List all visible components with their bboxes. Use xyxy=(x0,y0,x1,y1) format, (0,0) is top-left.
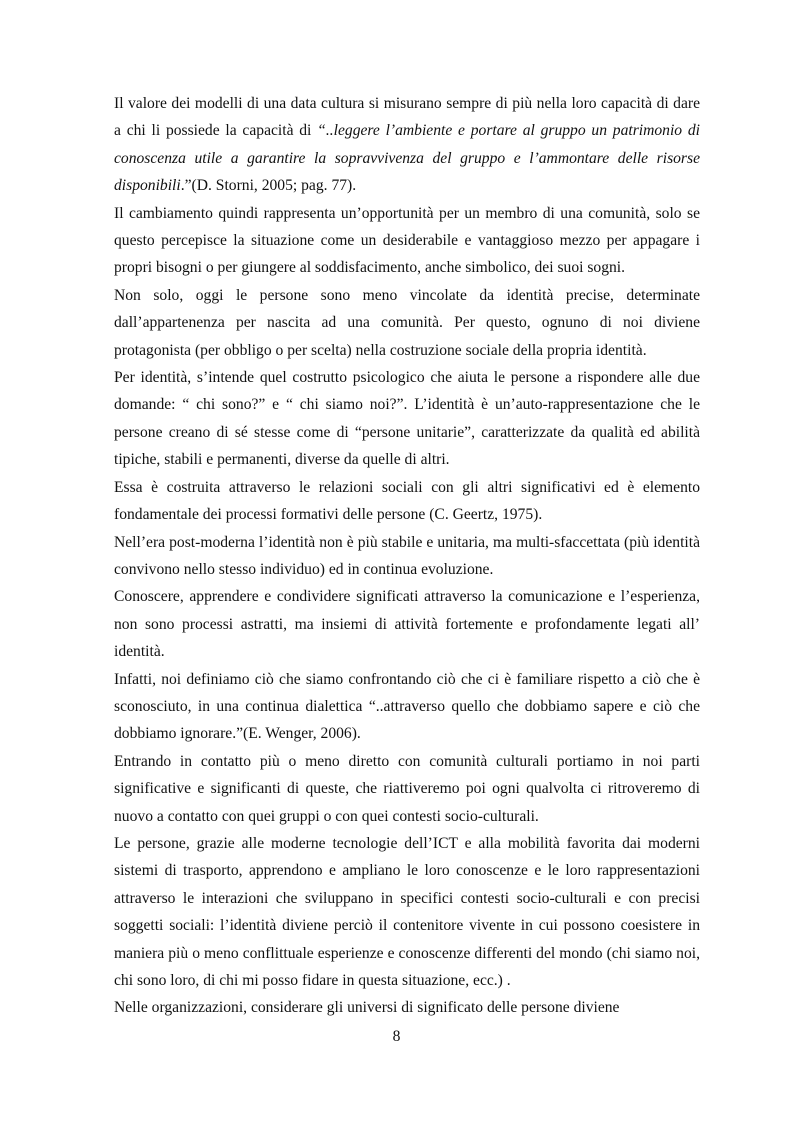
paragraph-3: Non solo, oggi le persone sono meno vincolate da identità precise, determinate dall’appartenenza per nascita ad una comunità. Per questo, ognuno di noi diviene protagonista (per obbligo o per scelta) nella costruzione sociale della propria identità. xyxy=(114,286,700,359)
paragraph-1-pre: Il valore dei modelli di una data cultura si misurano sempre di più nella loro capacità di dare a chi li possiede la capacità di xyxy=(114,95,700,140)
paragraph-4: Per identità, s’intende quel costrutto psicologico che aiuta le persone a rispondere alle due domande: “ chi sono?” e “ chi siamo noi?”. L’identità è un’auto-rappresentazione che le persone creano di sé stesse come di “persone unitarie”, caratterizzate da qualità ed abilità tipiche, stabili e permanenti, diverse da quelle di altri. xyxy=(114,369,700,469)
paragraph-1-citation: .”(D. Storni, 2005; pag. 77). xyxy=(180,177,357,195)
paragraph-5: Essa è costruita attraverso le relazioni sociali con gli altri significativi ed è elemento fondamentale dei processi formativi delle persone (C. Geertz, 1975). xyxy=(114,478,700,524)
paragraph-7: Conoscere, apprendere e condividere significati attraverso la comunicazione e l’esperienza, non sono processi astratti, ma insiemi di attività fortemente e profondamente legati all’ identità. xyxy=(114,588,700,661)
page-number: 8 xyxy=(392,1028,401,1045)
paragraph-10: Le persone, grazie alle moderne tecnologie dell’ICT e alla mobilità favorita dai moderni sistemi di trasporto, apprendono e ampliano le loro conoscenze e le loro rappresentazioni attraverso le interazioni che sviluppano in specifici contesti socio-culturali e con precisi soggetti sociali: l’identità diviene perciò il contenitore vivente in cui possono coesistere in maniera più o meno conflittuale esperienze e conoscenze differenti del mondo (chi siamo noi, chi sono loro, di chi mi posso fidare in questa situazione, ecc.) . xyxy=(114,834,700,989)
paragraph-1-quote: “..leggere l’ambiente e portare al gruppo un patrimonio di conoscenza utile a garantire la sopravvivenza del gruppo e l’ammontare delle risorse disponibili xyxy=(114,122,700,195)
paragraph-2: Il cambiamento quindi rappresenta un’opportunità per un membro di una comunità, solo se questo percepisce la situazione come un desiderabile e vantaggioso mezzo per appagare i propri bisogni o per giungere al soddisfacimento, anche simbolico, dei suoi sogni. xyxy=(114,204,700,277)
document-body xyxy=(114,90,700,1022)
paragraph-1 xyxy=(114,90,700,200)
paragraph-11: Nelle organizzazioni, considerare gli universi di significato delle persone diviene xyxy=(114,999,620,1017)
paragraph-9: Entrando in contatto più o meno diretto con comunità culturali portiamo in noi parti significative e significanti di queste, che riattiveremo poi ogni qualvolta ci ritroveremo di nuovo a contatto con quei gruppi o con quei contesti socio-culturali. xyxy=(114,752,700,825)
paragraph-8: Infatti, noi definiamo ciò che siamo confrontando ciò che ci è familiare rispetto a ciò che è sconosciuto, in una continua dialettica “..attraverso quello che dobbiamo sapere e ciò che dobbiamo ignorare.”(E. Wenger, 2006). xyxy=(114,670,700,743)
paragraph-6: Nell’era post-moderna l’identità non è più stabile e unitaria, ma multi-sfaccettata (più identità convivono nello stesso individuo) ed in continua evoluzione. xyxy=(114,533,700,578)
